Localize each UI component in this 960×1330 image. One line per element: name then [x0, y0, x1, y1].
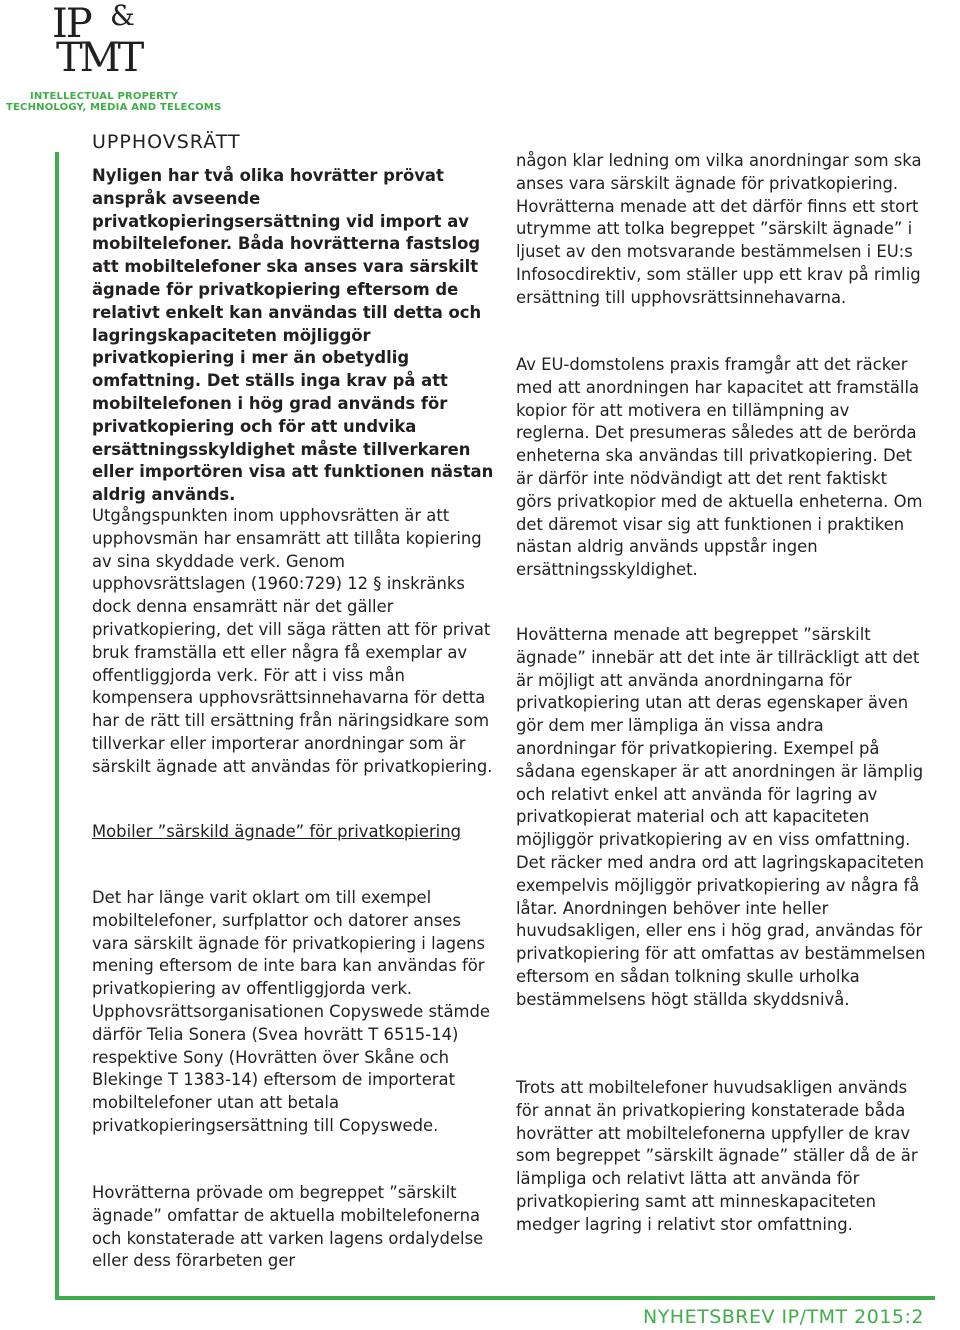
logo-mark [52, 0, 162, 84]
logo-tagline-1: INTELLECTUAL PROPERTY [30, 91, 179, 102]
logo-mark-tmt: TMT [56, 35, 142, 81]
paragraph-left-1: Utgångspunkten inom upphovsrätten är att upphovsmän har ensamrätt att tillåta kopiering av sina skyddade verk. Genom upphovsrättslagen (1960:729) 12 § inskränks dock denna ensamrätt när det gäller privatkopiering, det vill säga rätten att för privat bruk framställa ett eller några få exemplar av offentliggjorda verk. För att i viss mån kompensera upphovsrättsinnehavarna för detta har de rätt till ersättning från näringsidkare som tillverkar eller importerar anordningar som är särskilt ägnade att användas för privatkopiering. [92, 506, 493, 776]
logo-mark-ip: IP [52, 1, 91, 47]
left-accent-rule [55, 152, 59, 1300]
paragraph-right-1: någon klar ledning om vilka anordningar som ska anses vara särskilt ägnade för privatkopiering. Hovrätterna menade att det därför finns ett stort utrymme att tolka begreppet ”särskilt ägnade” i ljuset av den motsvarande bestämmelsen i EU:s Infosocdirektiv, som ställer upp ett krav på rimlig ersättning till upphovsrättsinnehavarna. [516, 151, 922, 307]
logo-tagline-2: TECHNOLOGY, MEDIA AND TELECOMS [6, 102, 222, 113]
subheading-mobiles: Mobiler ”särskild ägnade” för privatkopiering [92, 822, 462, 841]
paragraph-left-3: Hovrätterna prövade om begreppet ”särskilt ägnade” omfattar de aktuella mobiltelefonerna och konstaterade att varken lagens ordalydelse eller dess förarbeten ger [92, 1183, 484, 1271]
footer-newsletter-label: NYHETSBREV IP/TMT 2015:2 [642, 1306, 924, 1328]
bottom-accent-rule [55, 1296, 935, 1300]
paragraph-right-3: Hovätterna menade att begreppet ”särskilt ägnade” innebär att det inte är tillräckligt att det är möjligt att använda anordningarna för privatkopiering utan att deras egenskaper även gör dem mer lämpliga än vissa andra anordningar för privatkopiering. Exempel på sådana egenskaper är att anordningen är lämplig och relativt enkel att använda för lagring av privatkopierat material och att kapaciteten möjliggör privatkopiering av en viss omfattning. Det räcker med andra ord att lagringskapaciteten exempelvis möjliggör privatkopiering av några få låtar. Anordningen behöver inte heller huvudsakligen, eller ens i hög grad, användas för privatkopiering för att omfattas av bestämmelsen eftersom en sådan tolkning skulle urholka bestämmelsens högt ställda skyddsnivå. [516, 625, 926, 1009]
paragraph-right-2: Av EU-domstolens praxis framgår att det räcker med att anordningen har kapacitet att framställa kopior för att motivera en tillämpning av reglerna. Det presumeras således att de berörda enheterna ska användas till privatkopiering. Det är därför inte nödvändigt att det rent faktiskt görs privatkopior med de aktuella enheterna. Om det däremot visar sig att funktionen i praktiken nästan aldrig används uppstår ingen ersättningsskyldighet. [516, 355, 923, 580]
section-heading: UPPHOVSRÄTT [92, 131, 241, 153]
lead-paragraph: Nyligen har två olika hovrätter prövat anspråk avseende privatkopieringsersättning vid import av mobiltelefoner. Båda hovrätterna fastslog att mobiltelefoner ska anses vara särskilt ägnade för privatkopiering eftersom de relativt enkelt kan användas till detta och lagringskapaciteten möjliggör privatkopiering i mer än obetydlig omfattning. Det ställs inga krav på att mobiltelefonen i hög grad används för privatkopiering och för att undvika ersättningsskyldighet måste tillverkaren eller importören visa att funktionen nästan aldrig används. [92, 166, 494, 505]
paragraph-left-2: Det har länge varit oklart om till exempel mobiltelefoner, surfplattor och datorer anses vara särskilt ägnade för privatkopiering i lagens mening eftersom de inte bara kan användas för privatkopiering av offentliggjorda verk. Upphovsrättsorganisationen Copyswede stämde därför Telia Sonera (Svea hovrätt T 6515-14) respektive Sony (Hovrätten över Skåne och Blekinge T 1383-14) eftersom de importerat mobiltelefoner utan att betala privatkopieringsersättning till Copyswede. [92, 888, 490, 1135]
logo-mark-ampersand: & [110, 0, 135, 32]
paragraph-right-4: Trots att mobiltelefoner huvudsakligen används för annat än privatkopiering konstaterade båda hovrätter att mobiltelefonerna uppfyller de krav som begreppet ”särskilt ägnade” ställer då de är lämpliga och relativt lätta att använda för privatkopiering samt att minneskapaciteten medger lagring i relativt stor omfattning. [516, 1078, 918, 1234]
